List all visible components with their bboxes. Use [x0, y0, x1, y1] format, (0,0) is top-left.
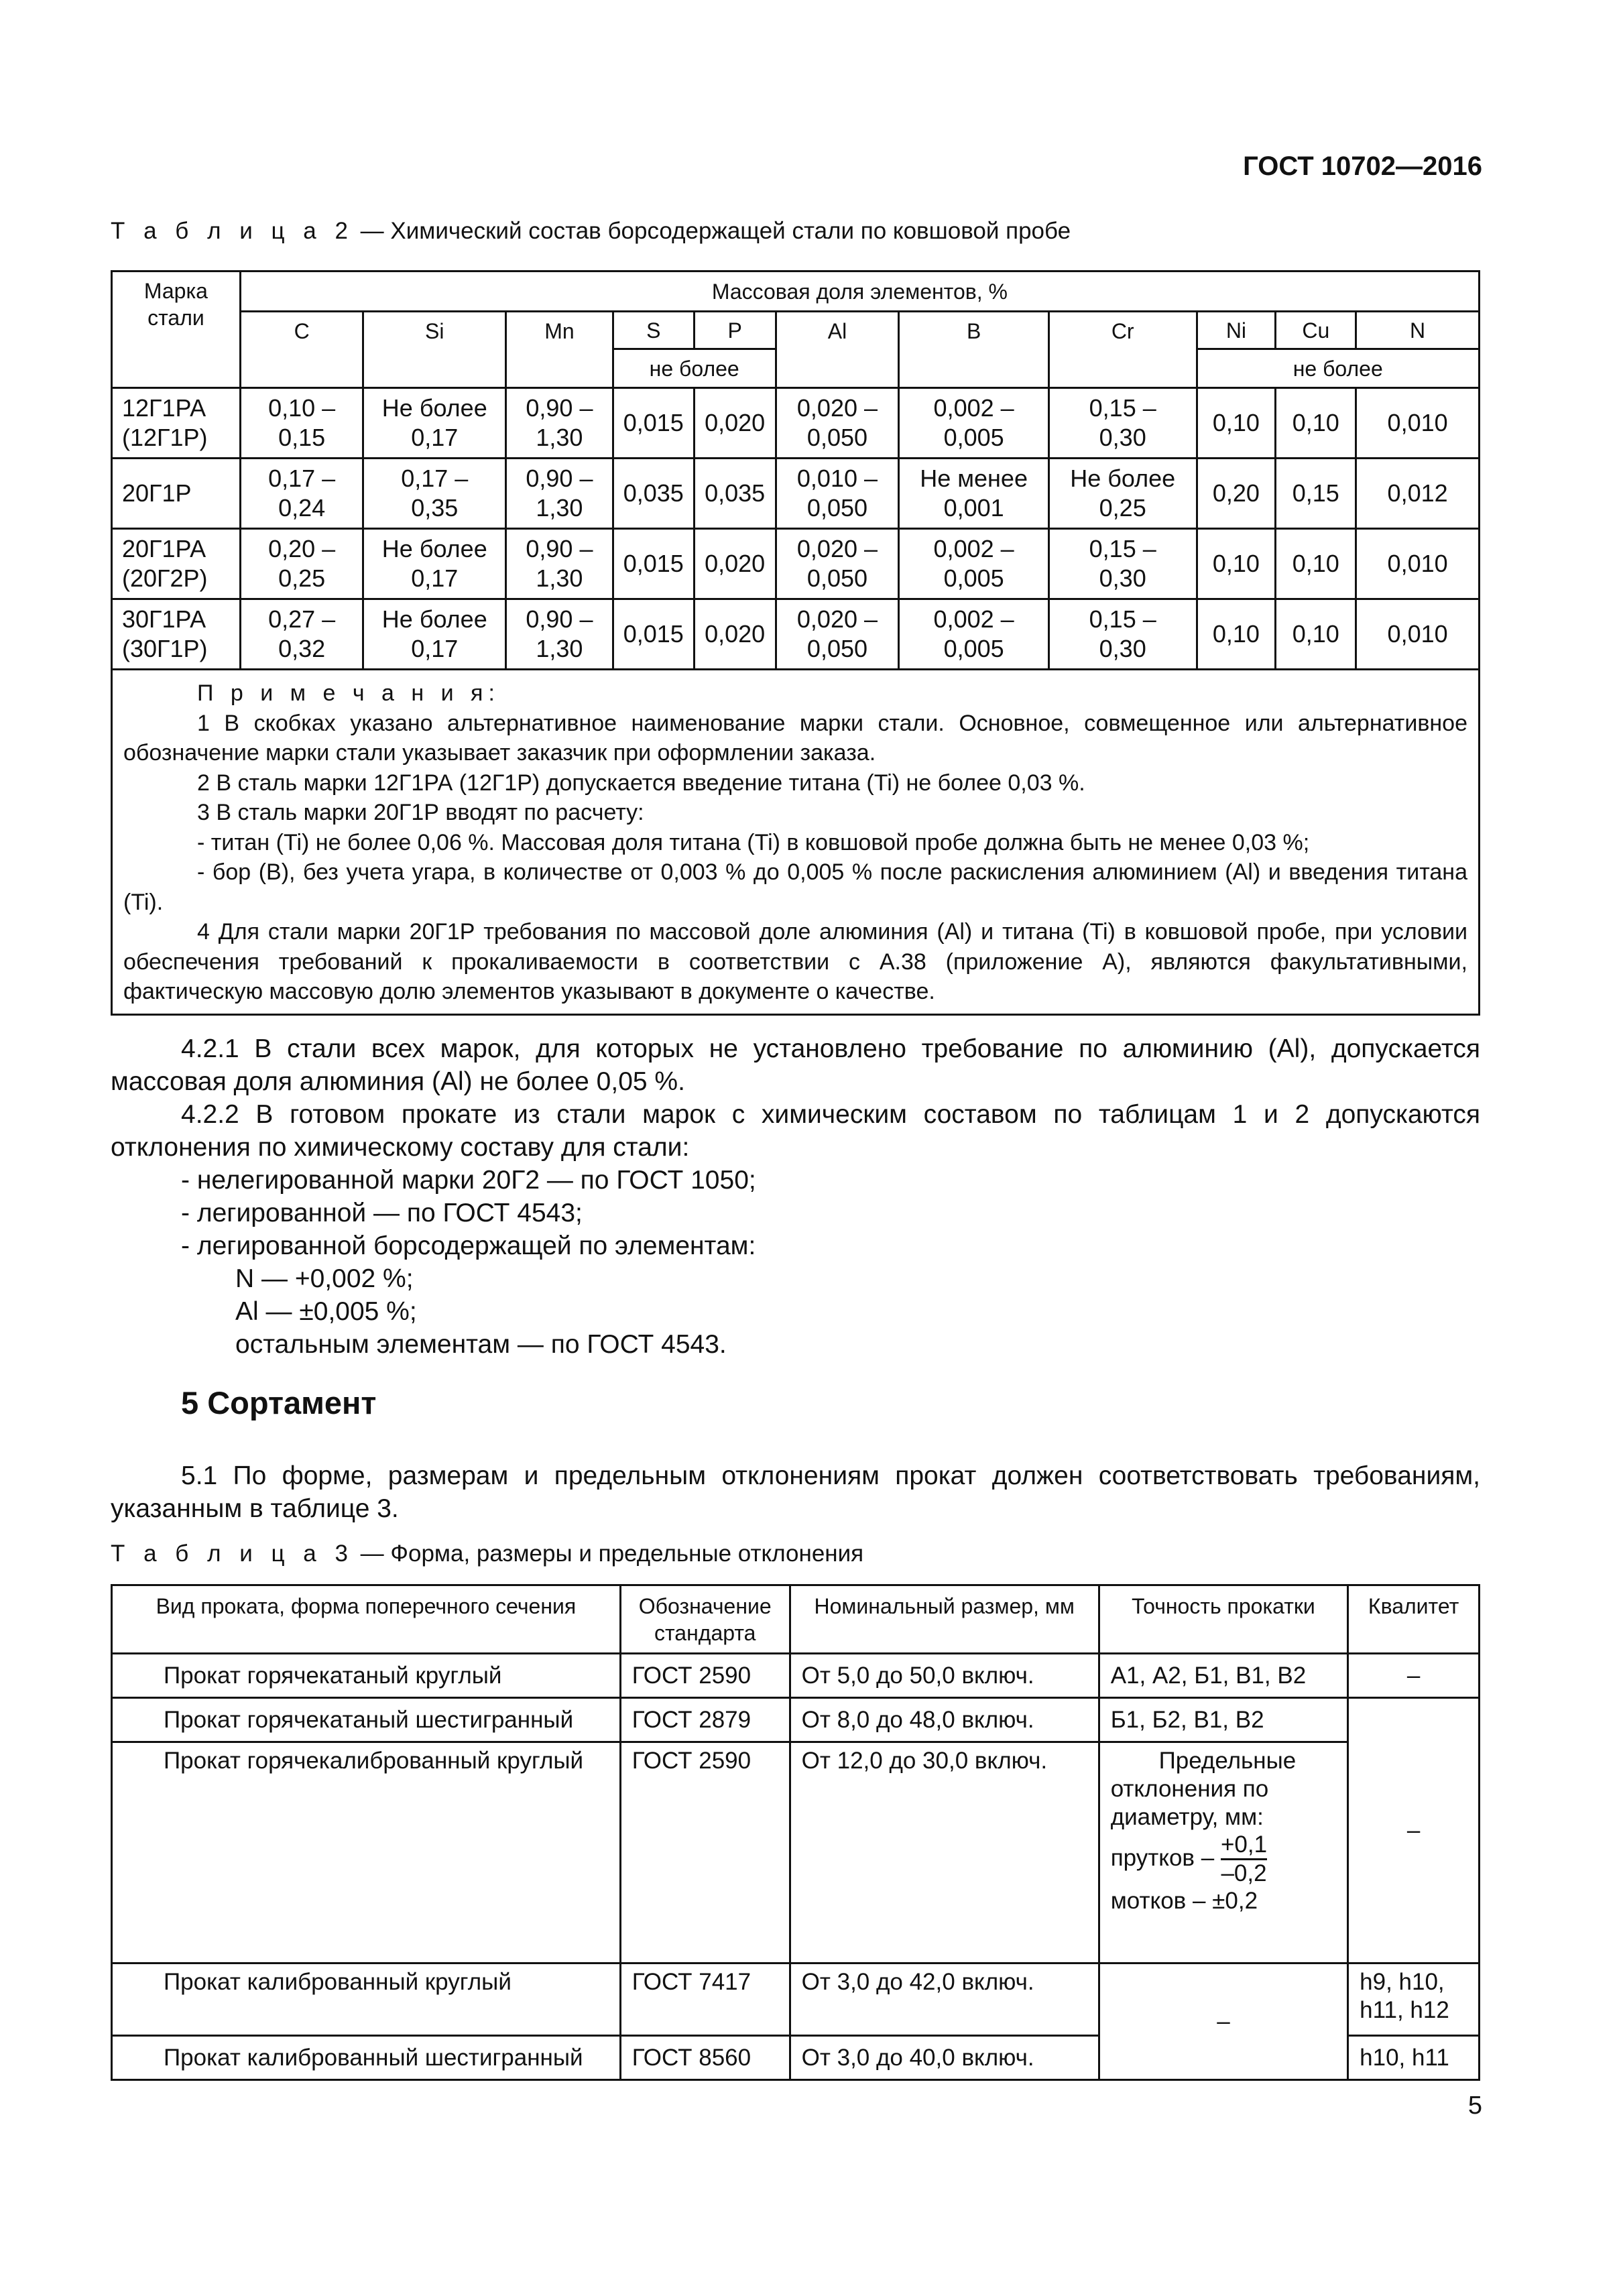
cell-quality: h9, h10, h11, h12	[1348, 1963, 1480, 2036]
cell-b: Не менее 0,001	[899, 459, 1049, 529]
bars-label: прутков –	[1110, 1844, 1215, 1871]
list-item: - легированной — по ГОСТ 4543;	[181, 1199, 583, 1227]
cell-type: Прокат калиброванный круглый	[112, 1963, 621, 2036]
section-5-text	[111, 1459, 1480, 1525]
table2-header-element: Ni	[1197, 312, 1276, 349]
paragraph-4-2-1: 4.2.1 В стали всех марок, для которых не установлено требование по алюминию (Al), допускается массовая доля алюминия (Al) не более 0,05 %.	[111, 1034, 1480, 1096]
table2-header-element: N	[1356, 312, 1480, 349]
cell-al: 0,020 – 0,050	[776, 599, 899, 670]
table3-caption	[111, 1540, 863, 1567]
table2-header-element: Cu	[1276, 312, 1356, 349]
cell-s: 0,035	[613, 459, 694, 529]
cell-si: 0,17 – 0,35	[363, 459, 506, 529]
table3-header: Квалитет	[1348, 1585, 1480, 1654]
bars-plus: +0,1	[1221, 1831, 1267, 1860]
table-row	[112, 388, 1480, 459]
table2-notes	[112, 670, 1480, 1015]
table2-header-element: B	[899, 312, 1049, 388]
table3-header: Точность прокатки	[1099, 1585, 1347, 1654]
cell-al: 0,020 – 0,050	[776, 529, 899, 599]
grade-cell: 12Г1РА (12Г1Р)	[112, 388, 241, 459]
table2-header-element: C	[240, 312, 363, 388]
cell-mn: 0,90 – 1,30	[506, 459, 613, 529]
bars-deviation	[1111, 1831, 1344, 1887]
coils-deviation: мотков – ±0,2	[1110, 1888, 1258, 1914]
cell-cr: Не более 0,25	[1048, 459, 1197, 529]
cell-standard: ГОСТ 2879	[620, 1698, 790, 1742]
table3-header: Номинальный размер, мм	[790, 1585, 1099, 1654]
cell-n: 0,012	[1356, 459, 1480, 529]
standard-header: ГОСТ 10702—2016	[1243, 152, 1482, 181]
section-heading: 5 Сортамент	[181, 1385, 377, 1421]
bars-minus: –0,2	[1221, 1860, 1267, 1886]
note-item: 3 В сталь марки 20Г1Р вводят по расчету:	[197, 800, 644, 825]
table3-caption-prefix: Т а б л и ц а 3	[111, 1540, 354, 1567]
table-row	[112, 1698, 1480, 1742]
cell-c: 0,27 – 0,32	[240, 599, 363, 670]
cell-ni: 0,10	[1197, 599, 1276, 670]
table3-caption-text: — Форма, размеры и предельные отклонения	[353, 1540, 864, 1567]
cell-c: 0,10 – 0,15	[240, 388, 363, 459]
cell-quality: –	[1348, 1654, 1480, 1698]
table2-header-element: S	[613, 312, 694, 349]
cell-al: 0,010 – 0,050	[776, 459, 899, 529]
table3-header: Обозначение стандарта	[620, 1585, 790, 1654]
cell-deviations	[1099, 1742, 1347, 1963]
table-row	[112, 1963, 1480, 2036]
cell-b: 0,002 – 0,005	[899, 388, 1049, 459]
paragraph-4-2-2: 4.2.2 В готовом прокате из стали марок с химическим составом по таблицам 1 и 2 допускаются отклонения по химическому составу для стали:	[111, 1100, 1480, 1162]
cell-size: От 5,0 до 50,0 включ.	[790, 1654, 1099, 1698]
note-item: - бор (B), без учета угара, в количестве от 0,003 % до 0,005 % после раскисления алюминием (Al) и введения титана (Ti).	[123, 859, 1467, 915]
deviation-line: диаметру, мм:	[1110, 1804, 1264, 1830]
cell-mn: 0,90 – 1,30	[506, 599, 613, 670]
deviation-title: Предельные	[1158, 1748, 1297, 1774]
cell-si: Не более 0,17	[363, 599, 506, 670]
cell-type: Прокат калиброванный шестигранный	[112, 2036, 621, 2080]
cell-standard: ГОСТ 2590	[620, 1742, 790, 1963]
table-row	[112, 1742, 1480, 1963]
cell-p: 0,020	[694, 529, 776, 599]
cell-n: 0,010	[1356, 529, 1480, 599]
grade-cell: 30Г1РА (30Г1Р)	[112, 599, 241, 670]
cell-b: 0,002 – 0,005	[899, 599, 1049, 670]
paragraph-5-1: 5.1 По форме, размерам и предельным отклонениям прокат должен соответствовать требованиям, указанным в таблице 3.	[111, 1461, 1480, 1523]
table2-header-element: Si	[363, 312, 506, 388]
cell-standard: ГОСТ 2590	[620, 1654, 790, 1698]
list-subitem: N — +0,002 %;	[235, 1264, 414, 1293]
grade-cell: 20Г1РА (20Г2Р)	[112, 529, 241, 599]
cell-cr: 0,15 – 0,30	[1048, 529, 1197, 599]
cell-size: От 8,0 до 48,0 включ.	[790, 1698, 1099, 1742]
table-row	[112, 599, 1480, 670]
note-item: - титан (Ti) не более 0,06 %. Массовая доля титана (Ti) в ковшовой пробе должна быть не менее 0,03 %;	[197, 829, 1310, 855]
list-item: - нелегированной марки 20Г2 — по ГОСТ 1050;	[181, 1166, 756, 1195]
page-number: 5	[1467, 2092, 1482, 2120]
cell-al: 0,020 – 0,050	[776, 388, 899, 459]
list-subitem: остальным элементам — по ГОСТ 4543.	[235, 1330, 727, 1359]
table-row	[112, 459, 1480, 529]
cell-quality: h10, h11	[1348, 2036, 1480, 2080]
note-item: 1 В скобках указано альтернативное наименование марки стали. Основное, совмещенное или альтернативное обозначение марки стали указывает заказчик при оформлении заказа.	[123, 710, 1467, 766]
cell-type: Прокат горячекалиброванный круглый	[112, 1742, 621, 1963]
cell-n: 0,010	[1356, 388, 1480, 459]
table-row	[112, 1654, 1480, 1698]
table2-caption	[111, 218, 1071, 245]
cell-type: Прокат горячекатаный круглый	[112, 1654, 621, 1698]
note-item: 2 В сталь марки 12Г1РА (12Г1Р) допускается введение титана (Ti) не более 0,03 %.	[197, 770, 1085, 796]
cell-ni: 0,10	[1197, 388, 1276, 459]
table3	[111, 1584, 1480, 2081]
table-row	[112, 529, 1480, 599]
cell-p: 0,020	[694, 599, 776, 670]
cell-mn: 0,90 – 1,30	[506, 529, 613, 599]
cell-quality: –	[1348, 1698, 1480, 1963]
bars-fraction	[1221, 1831, 1267, 1887]
cell-c: 0,20 – 0,25	[240, 529, 363, 599]
table2	[111, 270, 1480, 1016]
cell-cu: 0,15	[1276, 459, 1356, 529]
cell-si: Не более 0,17	[363, 529, 506, 599]
cell-s: 0,015	[613, 599, 694, 670]
table2-notes-row	[112, 670, 1480, 1015]
note-item: 4 Для стали марки 20Г1Р требования по массовой доле алюминия (Al) и титана (Ti) в ковшовой пробе, при условии обеспечения требований к прокаливаемости в соответствии с А.38 (приложение А), являются факультативными, фактическую массовую долю элементов указывают в документе о качестве.	[123, 919, 1467, 1004]
cell-size: От 3,0 до 42,0 включ.	[790, 1963, 1099, 2036]
cell-cr: 0,15 – 0,30	[1048, 599, 1197, 670]
table2-header-max: не более	[613, 349, 776, 388]
cell-standard: ГОСТ 7417	[620, 1963, 790, 2036]
cell-ni: 0,20	[1197, 459, 1276, 529]
cell-size: От 12,0 до 30,0 включ.	[790, 1742, 1099, 1963]
table2-header-element: P	[694, 312, 776, 349]
cell-cr: 0,15 – 0,30	[1048, 388, 1197, 459]
cell-n: 0,010	[1356, 599, 1480, 670]
cell-s: 0,015	[613, 388, 694, 459]
cell-ni: 0,10	[1197, 529, 1276, 599]
cell-accuracy: Б1, Б2, В1, В2	[1099, 1698, 1347, 1742]
table2-header-element: Mn	[506, 312, 613, 388]
table3-header: Вид проката, форма поперечного сечения	[112, 1585, 621, 1654]
table2-caption-text: — Химический состав борсодержащей стали по ковшовой пробе	[353, 218, 1071, 244]
list-subitem: Al — ±0,005 %;	[235, 1297, 417, 1326]
cell-accuracy: –	[1099, 1963, 1347, 2080]
table2-header-grade: Марка стали	[112, 271, 241, 388]
cell-size: От 3,0 до 40,0 включ.	[790, 2036, 1099, 2080]
table2-header-max: не более	[1197, 349, 1480, 388]
table2-header-group: Массовая доля элементов, %	[240, 271, 1479, 312]
list-item: - легированной борсодержащей по элементам:	[181, 1231, 756, 1260]
cell-cu: 0,10	[1276, 388, 1356, 459]
cell-accuracy: А1, А2, Б1, В1, В2	[1099, 1654, 1347, 1698]
table2-header-element: Cr	[1048, 312, 1197, 388]
table2-caption-prefix: Т а б л и ц а 2	[111, 218, 354, 244]
notes-title: П р и м е ч а н и я:	[197, 680, 500, 706]
table2-header-element: Al	[776, 312, 899, 388]
cell-cu: 0,10	[1276, 529, 1356, 599]
cell-mn: 0,90 – 1,30	[506, 388, 613, 459]
grade-cell: 20Г1Р	[112, 459, 241, 529]
cell-type: Прокат горячекатаный шестигранный	[112, 1698, 621, 1742]
section-4-2-text	[111, 1032, 1480, 1361]
deviation-line: отклонения по	[1110, 1776, 1269, 1802]
cell-b: 0,002 – 0,005	[899, 529, 1049, 599]
cell-standard: ГОСТ 8560	[620, 2036, 790, 2080]
cell-s: 0,015	[613, 529, 694, 599]
cell-p: 0,035	[694, 459, 776, 529]
cell-p: 0,020	[694, 388, 776, 459]
cell-c: 0,17 – 0,24	[240, 459, 363, 529]
cell-cu: 0,10	[1276, 599, 1356, 670]
cell-si: Не более 0,17	[363, 388, 506, 459]
